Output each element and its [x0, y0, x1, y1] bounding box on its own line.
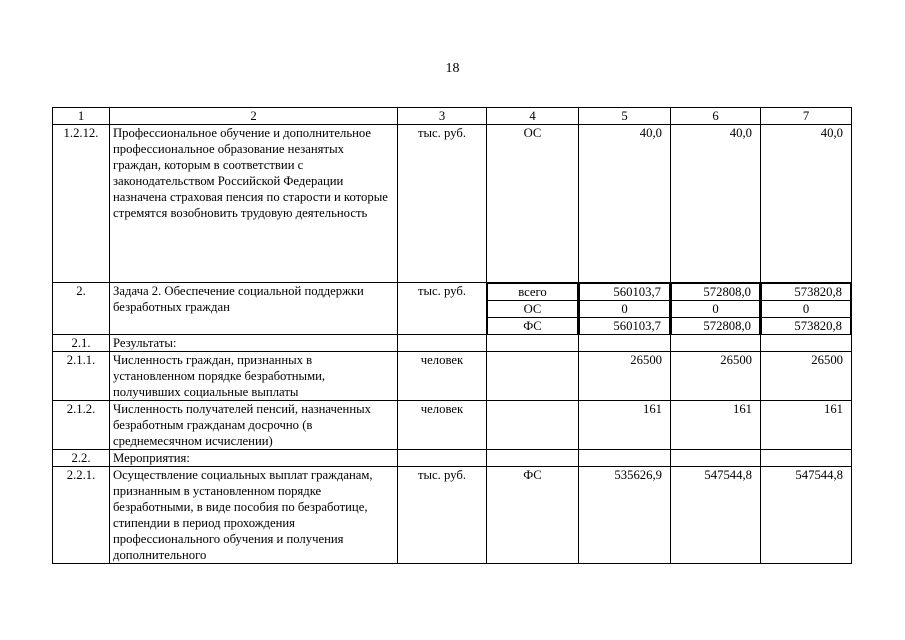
table-row	[53, 335, 852, 352]
row-number: 2.1.1.	[53, 352, 110, 401]
row-value-5: 40,0	[579, 125, 671, 283]
empty-cell	[398, 335, 487, 352]
row-value-5: 535626,9	[579, 467, 671, 564]
row-name: Численность получателей пенсий, назначенных безработным гражданам досрочно (в среднемесячном исчислении)	[110, 401, 398, 450]
row-name: Численность граждан, признанных в установленном порядке безработными, получивших социальные выплаты	[110, 352, 398, 401]
header-cell-5: 5	[579, 108, 671, 125]
empty-cell	[487, 352, 579, 401]
source-fs: ФС	[488, 318, 578, 335]
row-number: 1.2.12.	[53, 125, 110, 283]
page-number: 18	[445, 61, 460, 76]
row-value-5: 26500	[579, 352, 671, 401]
empty-cell	[761, 450, 852, 467]
row-value-6: 40,0	[671, 125, 761, 283]
empty-cell	[761, 335, 852, 352]
program-table	[52, 107, 852, 564]
row-unit: тыс. руб.	[398, 125, 487, 283]
row-name: Результаты:	[110, 335, 398, 352]
empty-cell	[487, 450, 579, 467]
row-value-7: 26500	[761, 352, 852, 401]
row-unit: человек	[398, 401, 487, 450]
row-number: 2.2.	[53, 450, 110, 467]
row-value-7: 547544,8	[761, 467, 852, 564]
row-number: 2.1.2.	[53, 401, 110, 450]
header-cell-3: 3	[398, 108, 487, 125]
value-7-total: 573820,8	[762, 284, 851, 301]
row-value-7: 40,0	[761, 125, 852, 283]
table-row	[53, 401, 852, 450]
header-cell-6: 6	[671, 108, 761, 125]
row-source-group	[487, 283, 579, 335]
table-row	[53, 450, 852, 467]
source-total: всего	[488, 284, 578, 301]
row-unit: тыс. руб.	[398, 467, 487, 564]
row-value-6-group	[671, 283, 761, 335]
empty-cell	[487, 401, 579, 450]
value-7-fs: 573820,8	[762, 318, 851, 335]
value-5-os: 0	[580, 301, 670, 318]
row-name: Мероприятия:	[110, 450, 398, 467]
empty-cell	[579, 450, 671, 467]
value-7-os: 0	[762, 301, 851, 318]
table-row	[53, 125, 852, 283]
value-5-fs: 560103,7	[580, 318, 670, 335]
empty-cell	[398, 450, 487, 467]
empty-cell	[487, 335, 579, 352]
value-6-os: 0	[672, 301, 760, 318]
row-unit: человек	[398, 352, 487, 401]
row-value-5: 161	[579, 401, 671, 450]
table-row	[53, 283, 852, 335]
row-value-6: 547544,8	[671, 467, 761, 564]
value-6-total: 572808,0	[672, 284, 760, 301]
header-cell-2: 2	[110, 108, 398, 125]
row-name: Осуществление социальных выплат гражданам, признанным в установленном порядке безработными, в виде пособия по безработице, стипендии в период прохождения профессионального обучения и получения дополнительного	[110, 467, 398, 564]
empty-cell	[671, 450, 761, 467]
row-source: ФС	[487, 467, 579, 564]
row-source: ОС	[487, 125, 579, 283]
value-6-fs: 572808,0	[672, 318, 760, 335]
header-cell-1: 1	[53, 108, 110, 125]
row-name: Задача 2. Обеспечение социальной поддержки безработных граждан	[110, 283, 398, 335]
row-number: 2.2.1.	[53, 467, 110, 564]
row-number: 2.	[53, 283, 110, 335]
header-cell-7: 7	[761, 108, 852, 125]
row-unit: тыс. руб.	[398, 283, 487, 335]
row-value-6: 161	[671, 401, 761, 450]
row-value-5-group	[579, 283, 671, 335]
row-name: Профессиональное обучение и дополнительное профессиональное образование незанятых граждан, которым в соответствии с законодательством Российской Федерации назначена страховая пенсия по старости и которые стремятся возобновить трудовую деятельность	[110, 125, 398, 283]
table-row	[53, 467, 852, 564]
header-row	[53, 108, 852, 125]
empty-cell	[671, 335, 761, 352]
row-number: 2.1.	[53, 335, 110, 352]
table-row	[53, 352, 852, 401]
value-5-total: 560103,7	[580, 284, 670, 301]
row-value-6: 26500	[671, 352, 761, 401]
source-os: ОС	[488, 301, 578, 318]
row-value-7: 161	[761, 401, 852, 450]
empty-cell	[579, 335, 671, 352]
header-cell-4: 4	[487, 108, 579, 125]
row-value-7-group	[761, 283, 852, 335]
